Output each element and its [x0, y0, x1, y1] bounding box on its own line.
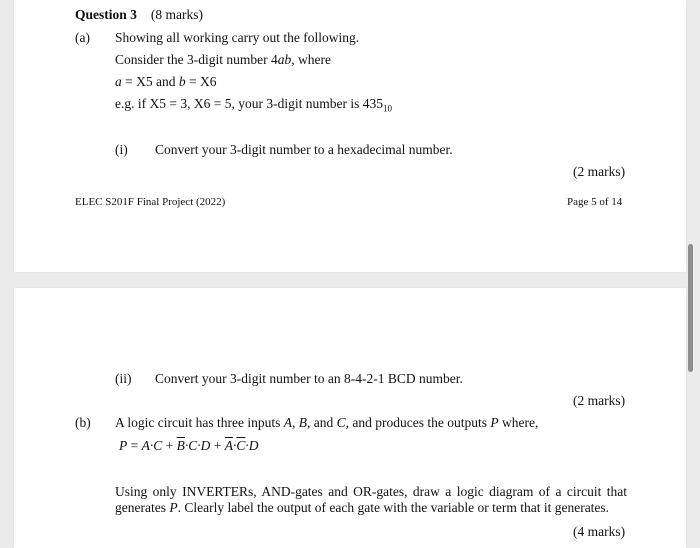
question-title: Question 3 (8 marks)	[75, 7, 203, 22]
part-a-line-2: Consider the 3-digit number 4ab, where	[115, 52, 331, 67]
part-a-line-1: Showing all working carry out the following.	[115, 30, 360, 45]
footer-page-number: Page 5 of 14	[567, 196, 623, 208]
part-a-label: (a)	[75, 30, 90, 45]
sub-i-label: (i)	[115, 142, 128, 157]
vertical-scrollbar[interactable]	[688, 244, 693, 372]
part-a-definitions: a = X5 and b = X6	[115, 74, 217, 89]
part-b-label: (b)	[75, 415, 91, 430]
boolean-expression: $P = A\cdot C + \overline{B}\cdot C\cdot D + \overline{A}\cdot\overline{C}\cdot D$	[119, 438, 259, 453]
footer-left: ELEC S201F Final Project (2022)	[75, 196, 226, 208]
sub-i-marks: (2 marks)	[573, 164, 626, 179]
part-a-example: e.g. if X5 = 3, X6 = 5, your 3-digit number is $435_{10}$	[115, 96, 392, 114]
sub-ii-marks: (2 marks)	[573, 393, 626, 408]
document-page-6	[14, 288, 686, 548]
document-page-5	[14, 0, 686, 272]
question-marks: (8 marks)	[150, 7, 203, 22]
part-b-instruction: Using only INVERTERs, AND-gates and OR-gates, draw a logic diagram of a circuit that generates P. Clearly label the output of each gate with the variable or term that it generates.	[115, 484, 627, 515]
sub-ii-text: Convert your 3-digit number to an 8-4-2-1 BCD number.	[155, 371, 463, 386]
sub-i-text: Convert your 3-digit number to a hexadecimal number.	[155, 142, 453, 157]
part-b-marks: (4 marks)	[573, 524, 626, 539]
part-b-intro: A logic circuit has three inputs A, B, and C, and produces the outputs P where,	[115, 415, 539, 430]
sub-ii-label: (ii)	[115, 371, 132, 386]
